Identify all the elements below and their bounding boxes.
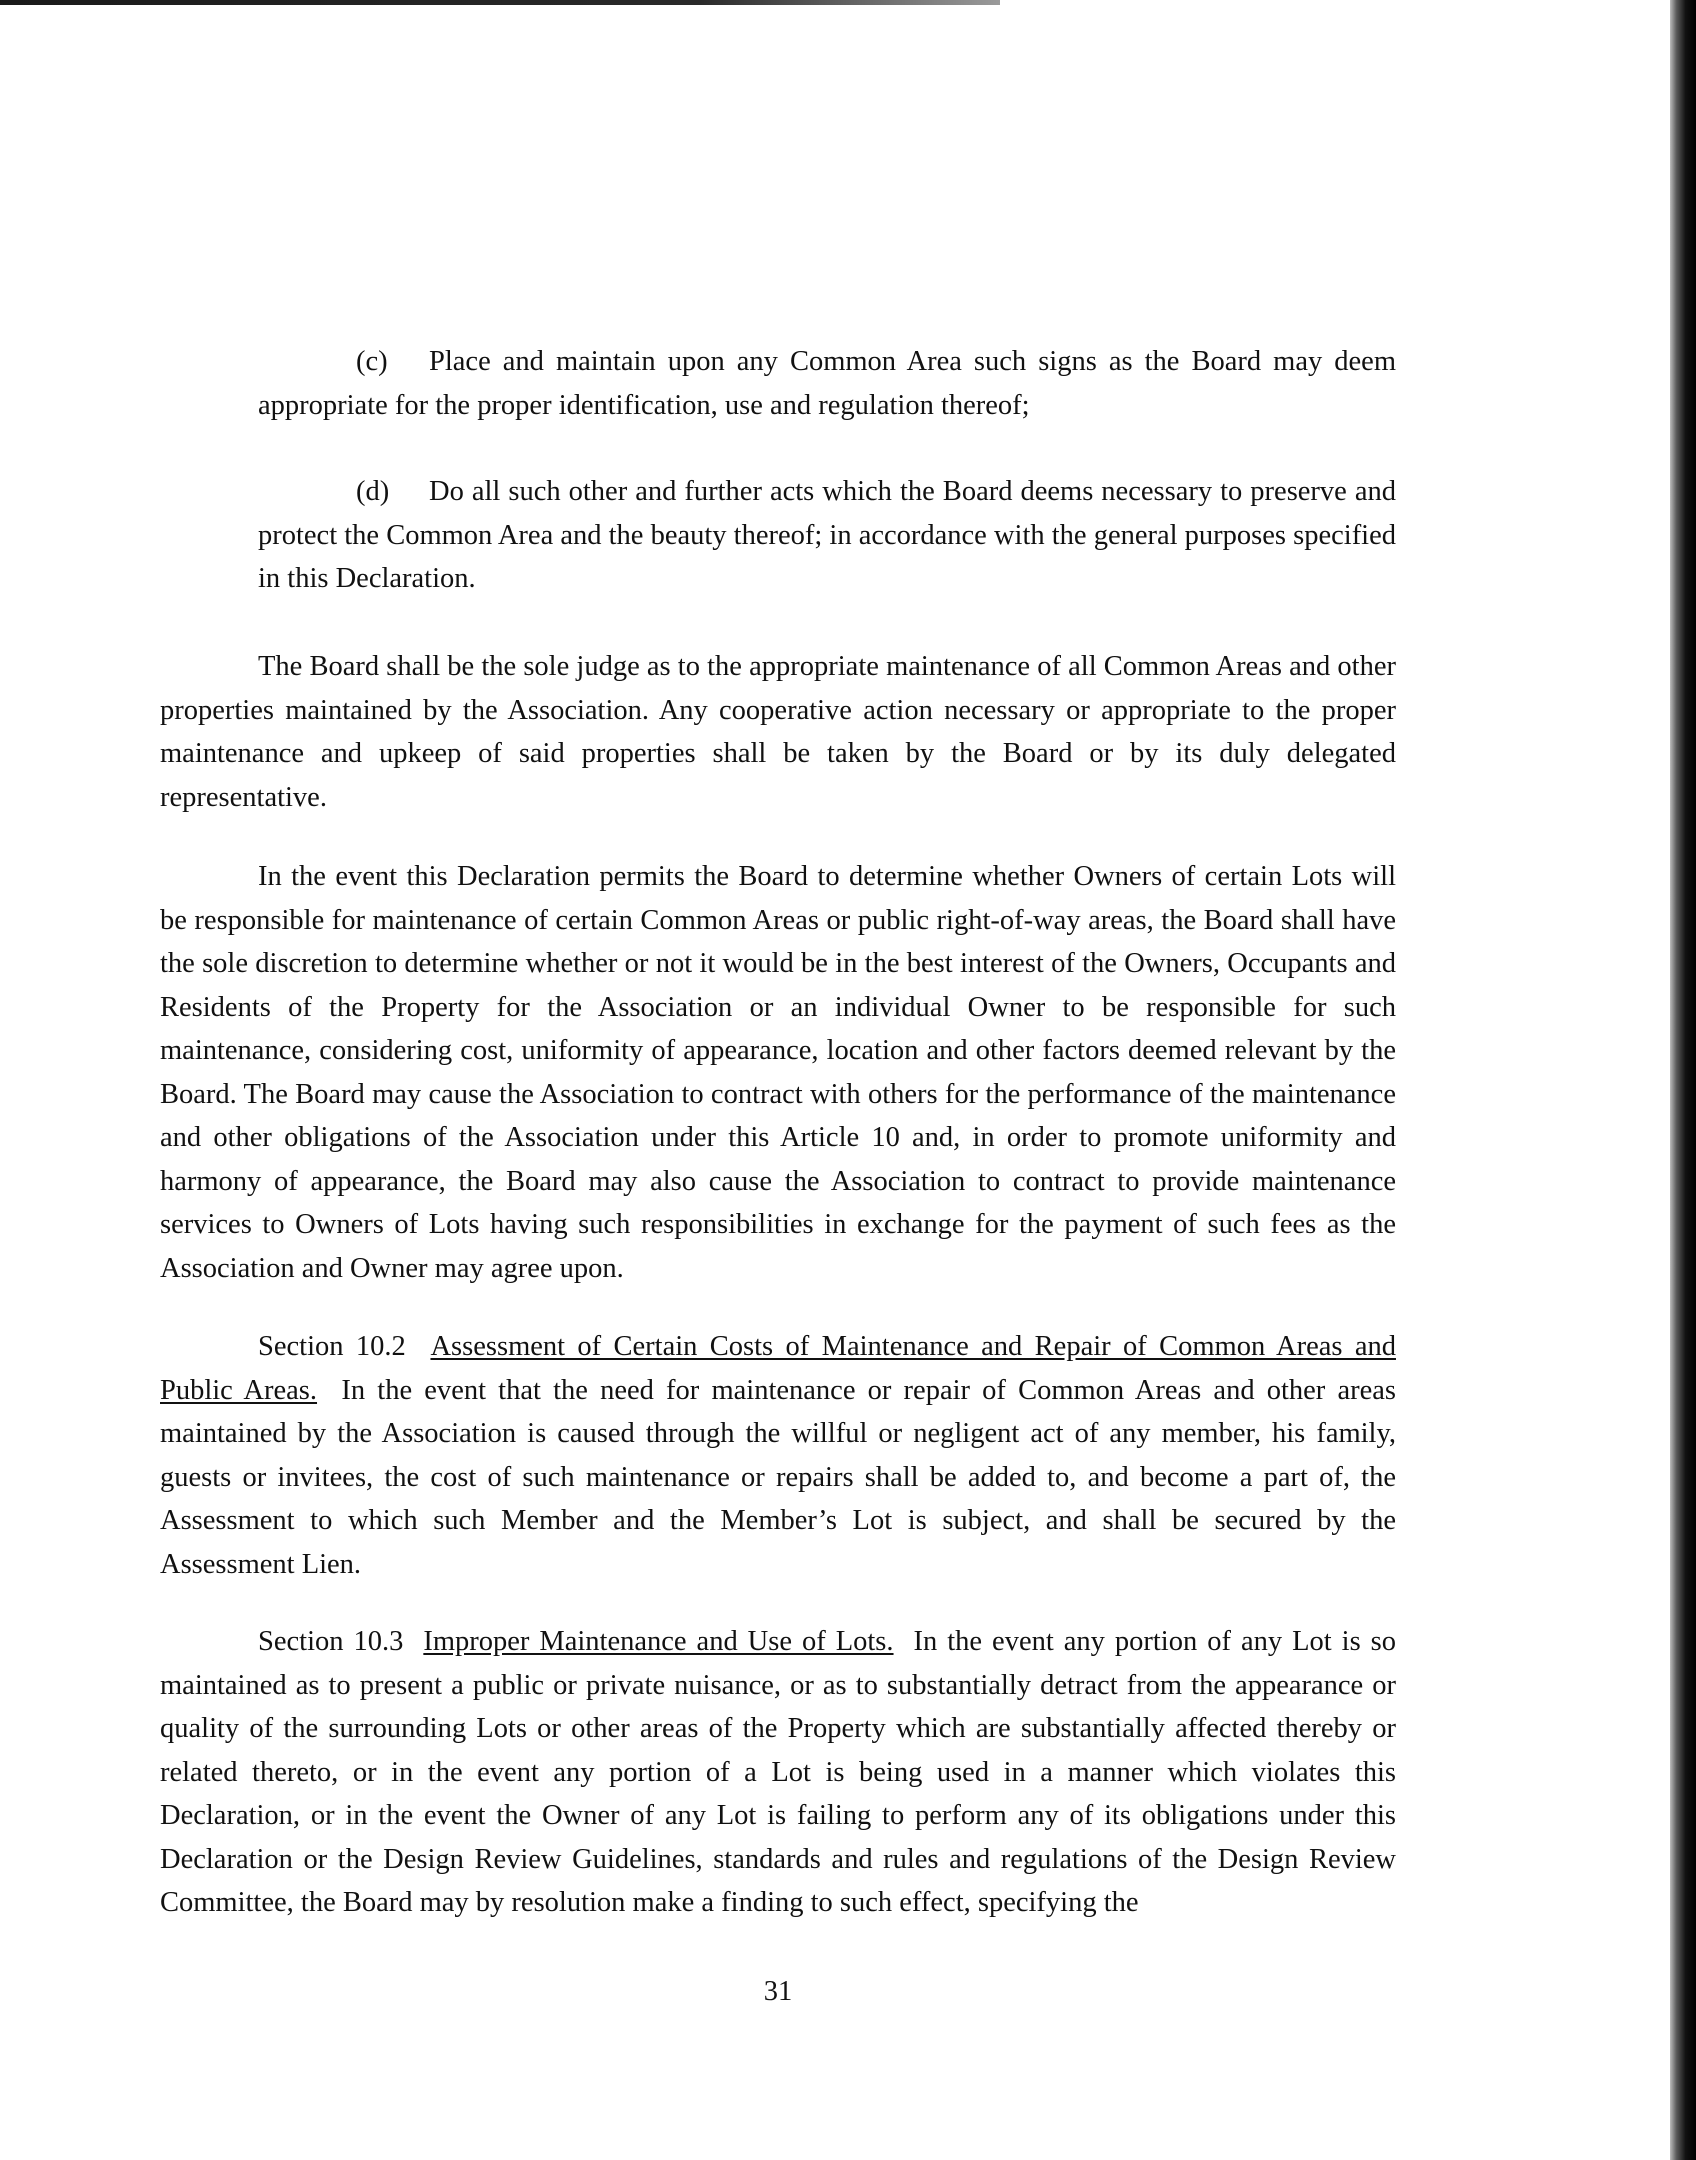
subsection-d-text: Do all such other and further acts which the Board deems necessary to preserve and protect the Common Area and the beauty thereof; in accordance with the general purposes specified in this Declaration. bbox=[258, 476, 1396, 594]
scan-right-edge bbox=[1670, 0, 1696, 2160]
section-10-2-title: Assessment of Certain Costs of Maintenance and Repair of Common Areas and Public Areas. bbox=[160, 1331, 1396, 1406]
subsection-c-marker: (c) bbox=[356, 346, 388, 377]
paragraph-board-judge-text: The Board shall be the sole judge as to the appropriate maintenance of all Common Areas and other properties maintained by the Association. Any cooperative action necessary or appropriate to the proper maintenance and upkeep of said properties shall be taken by the Board or by its duly delegated representative. bbox=[160, 651, 1396, 813]
paragraph-board-discretion-text: In the event this Declaration permits the Board to determine whether Owners of certain Lots will be responsible for maintenance of certain Common Areas or public right-of-way areas, the Board shall have the sole discretion to determine whether or not it would be in the best interest of the Owners, Occupants and Residents of the Property for the Association or an individual Owner to be responsible for such maintenance, considering cost, uniformity of appearance, location and other factors deemed relevant by the Board. The Board may cause the Association to contract with others for the performance of the maintenance and other obligations of the Association under this Article 10 and, in order to promote uniformity and harmony of appearance, the Board may also cause the Association to contract to provide maintenance services to Owners of Lots having such responsibilities in exchange for the payment of such fees as the Association and Owner may agree upon. bbox=[160, 861, 1396, 1284]
section-10-2-text: In the event that the need for maintenance or repair of Common Areas and other areas maintained by the Association is caused through the willful or negligent act of any member, his family, guests or invitees, the cost of such maintenance or repairs shall be added to, and become a part of, the Assessment to which such Member and the Member’s Lot is subject, and shall be secured by the Assessment Lien. bbox=[160, 1374, 1397, 1580]
page-number: 31 bbox=[763, 1976, 793, 2007]
paragraph-board-judge bbox=[160, 645, 1396, 819]
subsection-c bbox=[258, 340, 1396, 427]
section-10-2 bbox=[160, 1325, 1396, 1586]
subsection-d-marker: (d) bbox=[356, 476, 390, 507]
subsection-c-text: Place and maintain upon any Common Area such signs as the Board may deem appropriate for the proper identification, use and regulation thereof; bbox=[258, 346, 1396, 421]
section-10-3-title: Improper Maintenance and Use of Lots. bbox=[423, 1626, 894, 1657]
section-10-2-number: Section 10.2 bbox=[258, 1331, 406, 1362]
subsection-d bbox=[258, 470, 1396, 601]
section-10-3 bbox=[160, 1620, 1396, 1925]
paragraph-board-discretion bbox=[160, 855, 1396, 1290]
section-10-3-number: Section 10.3 bbox=[258, 1626, 404, 1657]
section-10-3-text: In the event any portion of any Lot is so maintained as to present a public or private nuisance, or as to substantially detract from the appearance or quality of the surrounding Lots or other areas of the Property which are substantially affected thereby or related thereto, or in the event any portion of a Lot is being used in a manner which violates this Declaration, or in the event the Owner of any Lot is failing to perform any of its obligations under this Declaration or the Design Review Guidelines, standards and rules and regulations of the Design Review Committee, the Board may by resolution make a finding to such effect, specifying the bbox=[160, 1626, 1396, 1918]
document-page bbox=[160, 0, 1396, 2160]
